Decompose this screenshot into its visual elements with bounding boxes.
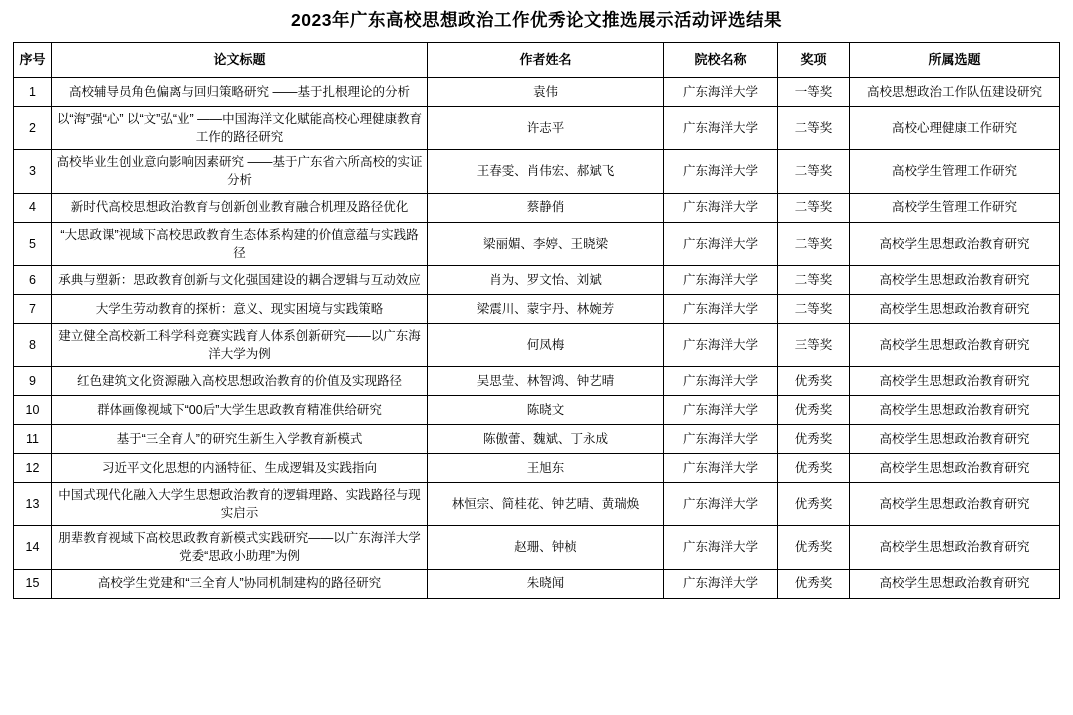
- column-header-topic: 所属选题: [850, 43, 1060, 78]
- table-row: [14, 396, 1060, 425]
- cell-award: 优秀奖: [778, 367, 850, 396]
- cell-index: 7: [14, 294, 52, 323]
- cell-title: 建立健全高校新工科学科竞赛实践育人体系创新研究——以广东海洋大学为例: [52, 323, 428, 366]
- cell-topic: 高校学生思想政治教育研究: [850, 294, 1060, 323]
- cell-award: 优秀奖: [778, 526, 850, 569]
- table-row: [14, 323, 1060, 366]
- cell-title: 高校辅导员角色偏离与回归策略研究 ——基于扎根理论的分析: [52, 78, 428, 107]
- cell-topic: 高校学生管理工作研究: [850, 193, 1060, 222]
- cell-award: 优秀奖: [778, 483, 850, 526]
- cell-school: 广东海洋大学: [664, 107, 778, 150]
- cell-topic: 高校学生思想政治教育研究: [850, 265, 1060, 294]
- cell-authors: 蔡静俏: [428, 193, 664, 222]
- cell-authors: 梁震川、蒙宇丹、林婉芳: [428, 294, 664, 323]
- cell-index: 6: [14, 265, 52, 294]
- cell-school: 广东海洋大学: [664, 526, 778, 569]
- cell-topic: 高校学生思想政治教育研究: [850, 323, 1060, 366]
- cell-title: 中国式现代化融入大学生思想政治教育的逻辑理路、实践路径与现实启示: [52, 483, 428, 526]
- cell-index: 9: [14, 367, 52, 396]
- cell-title: 基于“三全育人”的研究生新生入学教育新模式: [52, 425, 428, 454]
- cell-authors: 梁丽媚、李婷、王晓梁: [428, 222, 664, 265]
- cell-topic: 高校学生管理工作研究: [850, 150, 1060, 193]
- cell-school: 广东海洋大学: [664, 483, 778, 526]
- cell-award: 二等奖: [778, 150, 850, 193]
- table-row: [14, 425, 1060, 454]
- cell-topic: 高校学生思想政治教育研究: [850, 526, 1060, 569]
- cell-authors: 何凤梅: [428, 323, 664, 366]
- cell-award: 二等奖: [778, 193, 850, 222]
- cell-topic: 高校学生思想政治教育研究: [850, 483, 1060, 526]
- cell-title: 习近平文化思想的内涵特征、生成逻辑及实践指向: [52, 454, 428, 483]
- cell-authors: 王春雯、肖伟宏、郝斌飞: [428, 150, 664, 193]
- cell-school: 广东海洋大学: [664, 454, 778, 483]
- cell-title: 承典与塑新：思政教育创新与文化强国建设的耦合逻辑与互动效应: [52, 265, 428, 294]
- cell-index: 12: [14, 454, 52, 483]
- cell-index: 5: [14, 222, 52, 265]
- cell-index: 15: [14, 569, 52, 598]
- table-row: [14, 454, 1060, 483]
- cell-award: 优秀奖: [778, 454, 850, 483]
- cell-index: 3: [14, 150, 52, 193]
- table-header-row: [14, 43, 1060, 78]
- cell-index: 1: [14, 78, 52, 107]
- cell-authors: 肖为、罗文怡、刘斌: [428, 265, 664, 294]
- table-row: [14, 526, 1060, 569]
- cell-authors: 吴思莹、林智鸿、钟艺晴: [428, 367, 664, 396]
- cell-award: 二等奖: [778, 294, 850, 323]
- cell-title: 以“海”强“心” 以“文”弘“业” ——中国海洋文化赋能高校心理健康教育工作的路径研究: [52, 107, 428, 150]
- evaluation-results-table: [13, 42, 1060, 599]
- cell-school: 广东海洋大学: [664, 323, 778, 366]
- table-row: [14, 193, 1060, 222]
- column-header-index: 序号: [14, 43, 52, 78]
- column-header-school: 院校名称: [664, 43, 778, 78]
- cell-award: 优秀奖: [778, 396, 850, 425]
- table-row: [14, 294, 1060, 323]
- cell-topic: 高校学生思想政治教育研究: [850, 425, 1060, 454]
- cell-index: 11: [14, 425, 52, 454]
- cell-title: “大思政课”视域下高校思政教育生态体系构建的价值意蕴与实践路径: [52, 222, 428, 265]
- cell-school: 广东海洋大学: [664, 396, 778, 425]
- cell-title: 朋辈教育视域下高校思政教育新模式实践研究——以广东海洋大学党委“思政小助理”为例: [52, 526, 428, 569]
- cell-authors: 王旭东: [428, 454, 664, 483]
- cell-title: 大学生劳动教育的探析：意义、现实困境与实践策略: [52, 294, 428, 323]
- cell-index: 2: [14, 107, 52, 150]
- cell-authors: 许志平: [428, 107, 664, 150]
- cell-award: 优秀奖: [778, 425, 850, 454]
- cell-award: 二等奖: [778, 222, 850, 265]
- cell-school: 广东海洋大学: [664, 193, 778, 222]
- table-row: [14, 569, 1060, 598]
- cell-school: 广东海洋大学: [664, 425, 778, 454]
- cell-topic: 高校思想政治工作队伍建设研究: [850, 78, 1060, 107]
- cell-school: 广东海洋大学: [664, 222, 778, 265]
- cell-authors: 朱晓闻: [428, 569, 664, 598]
- cell-title: 群体画像视域下“00后”大学生思政教育精准供给研究: [52, 396, 428, 425]
- cell-award: 一等奖: [778, 78, 850, 107]
- cell-topic: 高校学生思想政治教育研究: [850, 396, 1060, 425]
- cell-title: 高校学生党建和“三全育人”协同机制建构的路径研究: [52, 569, 428, 598]
- table-row: [14, 150, 1060, 193]
- cell-topic: 高校学生思想政治教育研究: [850, 222, 1060, 265]
- cell-authors: 袁伟: [428, 78, 664, 107]
- cell-school: 广东海洋大学: [664, 569, 778, 598]
- column-header-award: 奖项: [778, 43, 850, 78]
- column-header-authors: 作者姓名: [428, 43, 664, 78]
- cell-authors: 陈傲蕾、魏斌、丁永成: [428, 425, 664, 454]
- cell-topic: 高校学生思想政治教育研究: [850, 367, 1060, 396]
- cell-award: 二等奖: [778, 265, 850, 294]
- cell-index: 4: [14, 193, 52, 222]
- cell-school: 广东海洋大学: [664, 265, 778, 294]
- table-row: [14, 78, 1060, 107]
- table-row: [14, 265, 1060, 294]
- page-title: 2023年广东高校思想政治工作优秀论文推选展示活动评选结果: [291, 10, 782, 30]
- cell-index: 10: [14, 396, 52, 425]
- cell-authors: 赵珊、钟桢: [428, 526, 664, 569]
- cell-index: 13: [14, 483, 52, 526]
- cell-topic: 高校学生思想政治教育研究: [850, 454, 1060, 483]
- cell-title: 红色建筑文化资源融入高校思想政治教育的价值及实现路径: [52, 367, 428, 396]
- cell-index: 14: [14, 526, 52, 569]
- cell-topic: 高校学生思想政治教育研究: [850, 569, 1060, 598]
- cell-topic: 高校心理健康工作研究: [850, 107, 1060, 150]
- cell-school: 广东海洋大学: [664, 367, 778, 396]
- cell-authors: 陈晓文: [428, 396, 664, 425]
- cell-school: 广东海洋大学: [664, 78, 778, 107]
- cell-title: 高校毕业生创业意向影响因素研究 ——基于广东省六所高校的实证分析: [52, 150, 428, 193]
- cell-authors: 林恒宗、简桂花、钟艺晴、黄瑞焕: [428, 483, 664, 526]
- table-row: [14, 367, 1060, 396]
- cell-award: 三等奖: [778, 323, 850, 366]
- cell-award: 二等奖: [778, 107, 850, 150]
- column-header-title: 论文标题: [52, 43, 428, 78]
- cell-title: 新时代高校思想政治教育与创新创业教育融合机理及路径优化: [52, 193, 428, 222]
- cell-school: 广东海洋大学: [664, 294, 778, 323]
- cell-index: 8: [14, 323, 52, 366]
- table-row: [14, 107, 1060, 150]
- cell-school: 广东海洋大学: [664, 150, 778, 193]
- table-row: [14, 483, 1060, 526]
- cell-award: 优秀奖: [778, 569, 850, 598]
- table-row: [14, 222, 1060, 265]
